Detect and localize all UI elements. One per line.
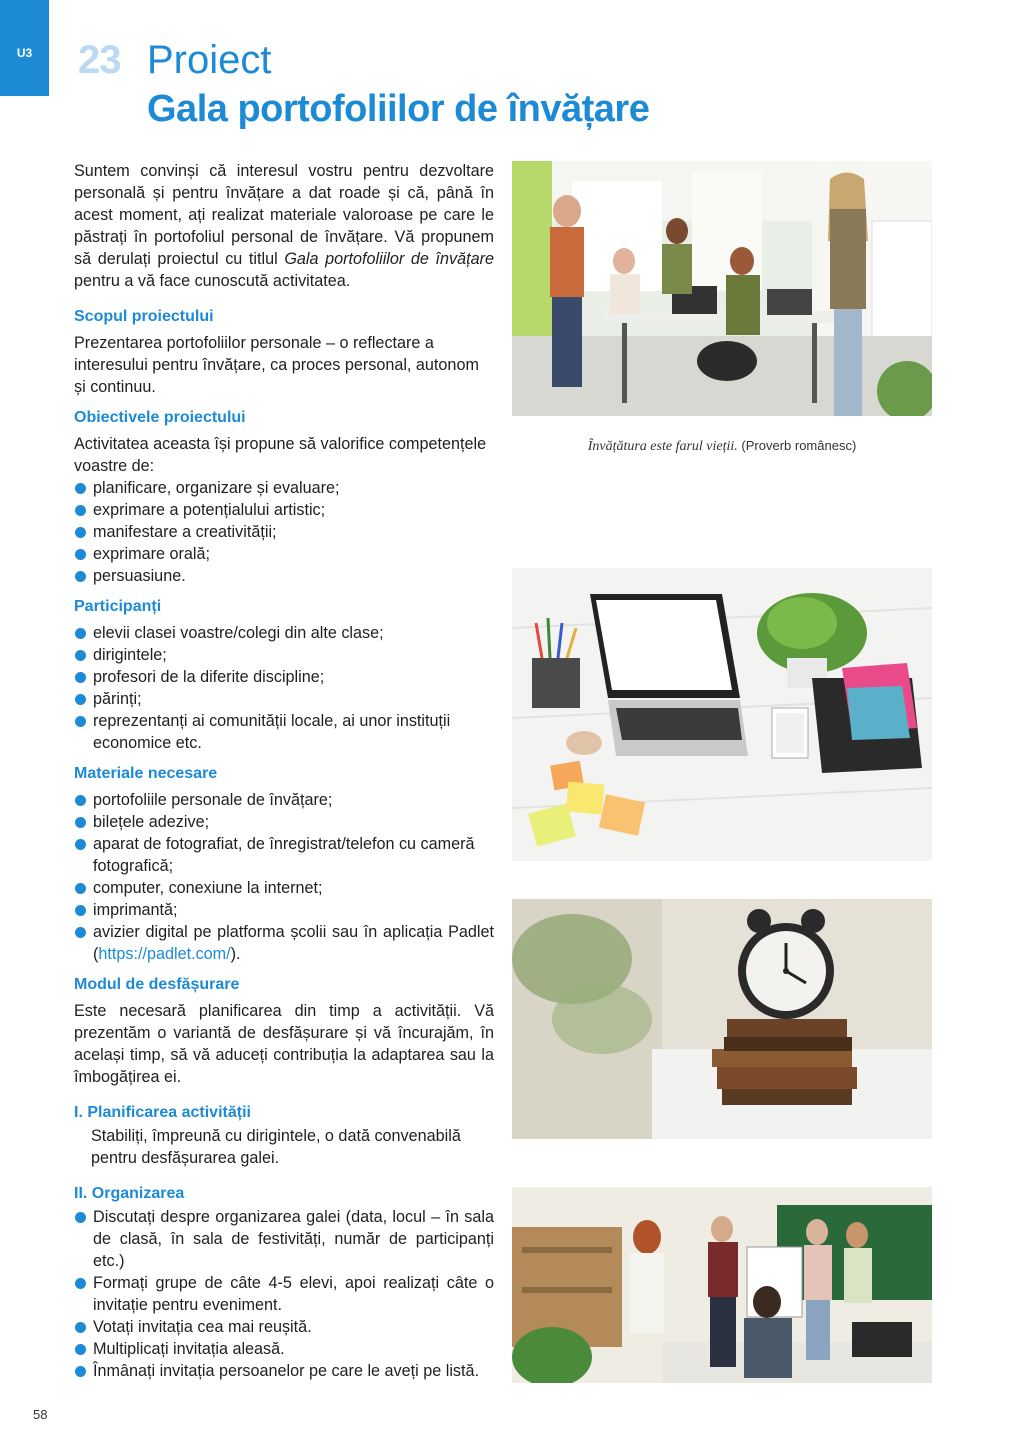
list-item: imprimantă; (74, 899, 494, 921)
proverb-text: Învățătura este farul vieții. (587, 439, 738, 454)
intro-paragraph (74, 160, 494, 292)
list-item: exprimare a potențialului artistic; (74, 499, 494, 521)
desk-laptop-photo (512, 568, 932, 861)
list-item: Multiplicați invitația aleasă. (74, 1338, 494, 1360)
lesson-number: 23 (78, 38, 121, 82)
page-title-prefix: Proiect (147, 38, 272, 82)
list-item (74, 921, 494, 965)
list-item: Formați grupe de câte 4-5 elevi, apoi realizați câte o invitație pentru eveniment. (74, 1272, 494, 1316)
unit-tab (0, 0, 49, 96)
intro-text-2: pentru a vă face cunoscută activitatea. (74, 272, 351, 290)
planning-text: Stabiliți, împreună cu dirigintele, o dată convenabilă pentru desfășurarea galei. (91, 1127, 461, 1167)
list-item: aparat de fotografiat, de înregistrat/telefon cu cameră fotografică; (74, 833, 494, 877)
list-item: planificare, organizare și evaluare; (74, 477, 494, 499)
page-title: Gala portofoliilor de învățare (147, 88, 650, 130)
planning-heading: I. Planificarea activității (74, 1104, 251, 1121)
list-item: profesori de la diferite discipline; (74, 666, 494, 688)
organizing-heading: II. Organizarea (74, 1185, 185, 1202)
organizing-list (74, 1206, 494, 1382)
main-text-column (74, 160, 494, 1382)
list-item: elevii clasei voastre/colegi din alte clase; (74, 622, 494, 644)
list-item: computer, conexiune la internet; (74, 877, 494, 899)
classroom-photo (512, 1187, 932, 1383)
list-item: Înmânați invitația persoanelor pe care le aveți pe listă. (74, 1360, 494, 1382)
padlet-text: avizier digital pe platforma școlii sau în aplicația Padlet ( (93, 923, 494, 963)
proverb-source: (Proverb românesc) (737, 438, 857, 453)
list-item: dirigintele; (74, 644, 494, 666)
list-item: bilețele adezive; (74, 811, 494, 833)
list-item: manifestare a creativității; (74, 521, 494, 543)
scope-heading: Scopul proiectului (74, 308, 214, 325)
proverb-caption (512, 438, 932, 455)
objectives-list (74, 477, 494, 587)
page-number: 58 (33, 1407, 48, 1422)
intro-text-1: Suntem convinși că interesul vostru pentru dezvoltare personală și pentru învățare a dat roade și că, până în acest moment, ați realizat materiale valoroase pe care le păstrați în portofoliul personal de învățare. Vă propunem să derulați proiectul cu titlul (74, 162, 494, 268)
list-item: Votați invitația cea mai reușită. (74, 1316, 494, 1338)
intro-project-title: Gala portofoliilor de învățare (284, 250, 495, 268)
list-item: portofoliile personale de învățare; (74, 789, 494, 811)
scope-text: Prezentarea portofoliilor personale – o reflectare a interesului pentru învățare, ca proces personal, autonom și continuu. (74, 334, 479, 396)
materials-heading: Materiale necesare (74, 765, 218, 782)
padlet-text-end: ). (230, 945, 241, 963)
list-item: părinți; (74, 688, 494, 710)
list-item: Discutați despre organizarea galei (data, locul – în sala de clasă, în sala de festivități, număr de participanți etc.) (74, 1206, 494, 1272)
clock-books-photo (512, 899, 932, 1139)
list-item: persuasiune. (74, 565, 494, 587)
procedure-text: Este necesară planificarea din timp a activității. Vă prezentăm o variantă de desfășurare și vă încurajăm, în același timp, să vă aduceți contribuția la adaptarea sau la îmbogățirea ei. (74, 1002, 494, 1086)
unit-label: U3 (16, 46, 33, 60)
office-team-photo (512, 161, 932, 416)
participants-list (74, 622, 494, 754)
objectives-heading: Obiectivele proiectului (74, 409, 246, 426)
participants-heading: Participanți (74, 598, 162, 615)
procedure-heading: Modul de desfășurare (74, 976, 240, 993)
padlet-link[interactable]: https://padlet.com/ (98, 945, 231, 963)
objectives-text: Activitatea aceasta își propune să valorifice competențele voastre de: (74, 435, 487, 475)
list-item: exprimare orală; (74, 543, 494, 565)
materials-list (74, 789, 494, 965)
list-item: reprezentanți ai comunității locale, ai unor instituții economice etc. (74, 710, 494, 754)
